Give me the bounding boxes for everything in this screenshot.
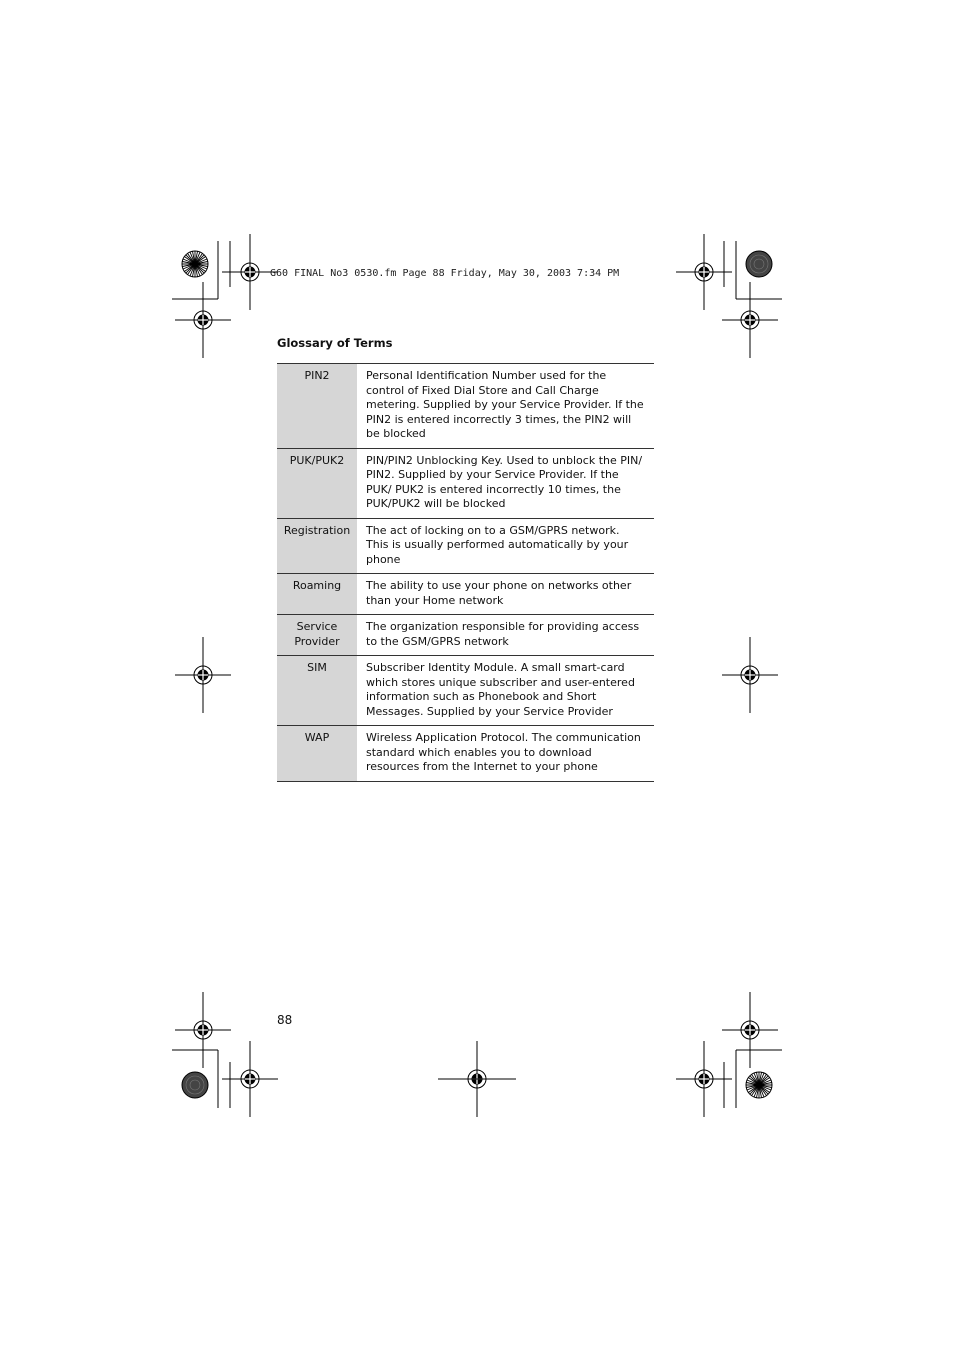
glossary-term: PIN2 <box>277 364 357 449</box>
glossary-definition: The ability to use your phone on networks other than your Home network <box>357 574 654 615</box>
table-row <box>277 448 654 518</box>
glossary-term: PUK/PUK2 <box>277 448 357 518</box>
table-row <box>277 615 654 656</box>
table-row <box>277 726 654 782</box>
table-row <box>277 574 654 615</box>
glossary-definition: The act of locking on to a GSM/GPRS network. This is usually performed automatically by your phone <box>357 518 654 574</box>
section-title: Glossary of Terms <box>277 336 393 350</box>
glossary-definition: Personal Identification Number used for the control of Fixed Dial Store and Call Charge metering. Supplied by your Service Provider. If the PIN2 is entered incorrectly 3 times, the PIN2 will be blocked <box>357 364 654 449</box>
glossary-term: Roaming <box>277 574 357 615</box>
glossary-definition: PIN/PIN2 Unblocking Key. Used to unblock the PIN/ PIN2. Supplied by your Service Provider. If the PUK/ PUK2 is entered incorrectly 10 times, the PUK/PUK2 will be blocked <box>357 448 654 518</box>
glossary-term: SIM <box>277 656 357 726</box>
page-number: 88 <box>277 1013 293 1027</box>
table-row <box>277 518 654 574</box>
glossary-term: Registration <box>277 518 357 574</box>
table-row <box>277 364 654 449</box>
glossary-term: WAP <box>277 726 357 782</box>
glossary-definition: The organization responsible for providing access to the GSM/GPRS network <box>357 615 654 656</box>
table-row <box>277 656 654 726</box>
glossary-table <box>277 363 654 782</box>
print-slug: G60 FINAL No3 0530.fm Page 88 Friday, May 30, 2003 7:34 PM <box>270 268 620 279</box>
glossary-definition: Subscriber Identity Module. A small smart-card which stores unique subscriber and user-entered information such as Phonebook and Short Messages. Supplied by your Service Provider <box>357 656 654 726</box>
glossary-term: Service Provider <box>277 615 357 656</box>
glossary-definition: Wireless Application Protocol. The communication standard which enables you to download resources from the Internet to your phone <box>357 726 654 782</box>
